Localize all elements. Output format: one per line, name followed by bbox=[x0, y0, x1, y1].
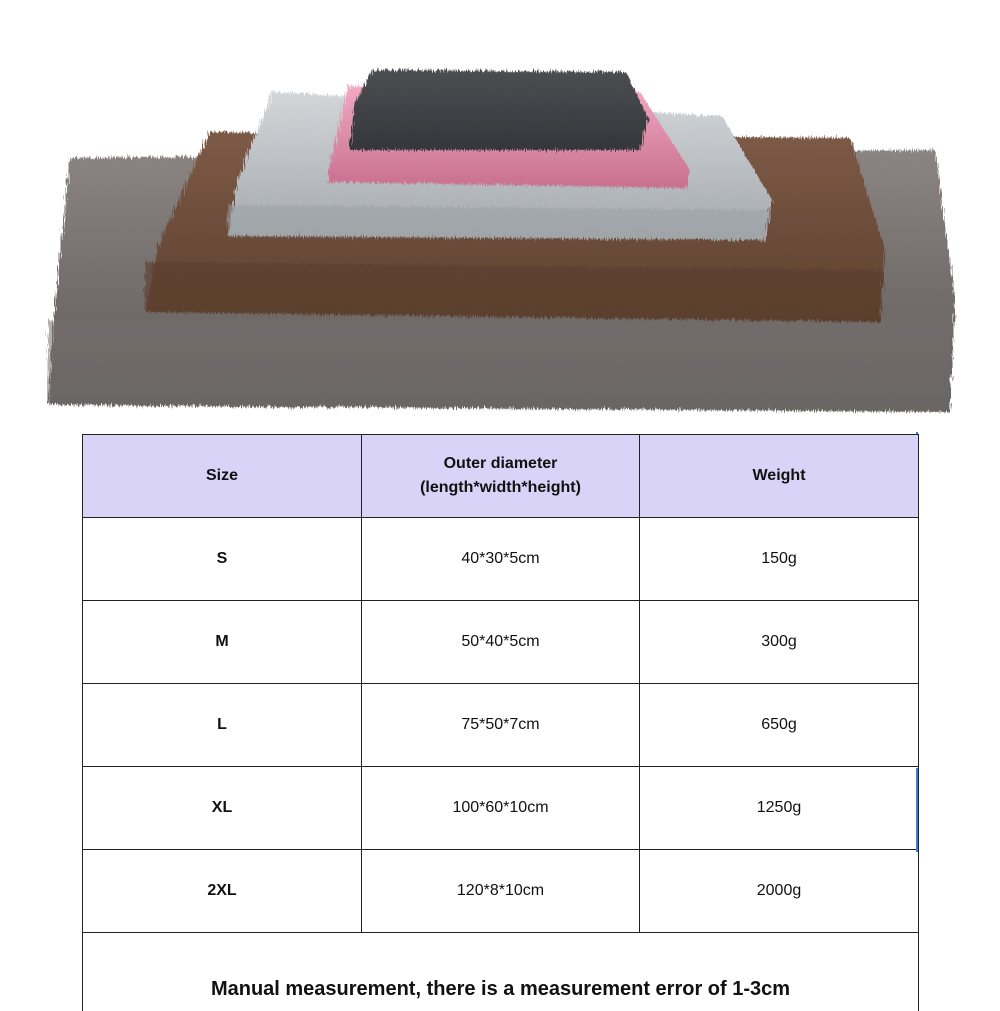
note-row bbox=[83, 933, 919, 1011]
dimensions-cell: 75*50*7cm bbox=[362, 684, 640, 767]
table-row bbox=[83, 684, 919, 767]
header-outer-diameter-line2: (length*width*height) bbox=[362, 476, 639, 500]
dimensions-cell: 100*60*10cm bbox=[362, 767, 640, 850]
table-row bbox=[83, 601, 919, 684]
weight-cell: 650g bbox=[640, 684, 919, 767]
size-cell: XL bbox=[83, 767, 362, 850]
dimensions-cell: 120*8*10cm bbox=[362, 850, 640, 933]
header-weight: Weight bbox=[640, 435, 919, 518]
stacked-plush-pet-mats-image bbox=[0, 0, 1000, 430]
header-outer-diameter-line1: Outer diameter bbox=[362, 452, 639, 476]
table-row bbox=[83, 767, 919, 850]
table-header-row bbox=[83, 435, 919, 518]
table-row bbox=[83, 850, 919, 933]
weight-cell: 2000g bbox=[640, 850, 919, 933]
dimensions-cell: 50*40*5cm bbox=[362, 601, 640, 684]
size-table bbox=[82, 434, 919, 1011]
table-row bbox=[83, 518, 919, 601]
size-cell: 2XL bbox=[83, 850, 362, 933]
dimensions-cell: 40*30*5cm bbox=[362, 518, 640, 601]
mat-xs-dark bbox=[350, 70, 648, 150]
selection-edge-mark bbox=[916, 768, 918, 852]
weight-cell: 300g bbox=[640, 601, 919, 684]
weight-cell: 1250g bbox=[640, 767, 919, 850]
size-cell: S bbox=[83, 518, 362, 601]
measurement-note: Manual measurement, there is a measurement error of 1-3cm bbox=[83, 933, 919, 1011]
weight-cell: 150g bbox=[640, 518, 919, 601]
size-cell: M bbox=[83, 601, 362, 684]
size-cell: L bbox=[83, 684, 362, 767]
header-size: Size bbox=[83, 435, 362, 518]
header-outer-diameter bbox=[362, 435, 640, 518]
